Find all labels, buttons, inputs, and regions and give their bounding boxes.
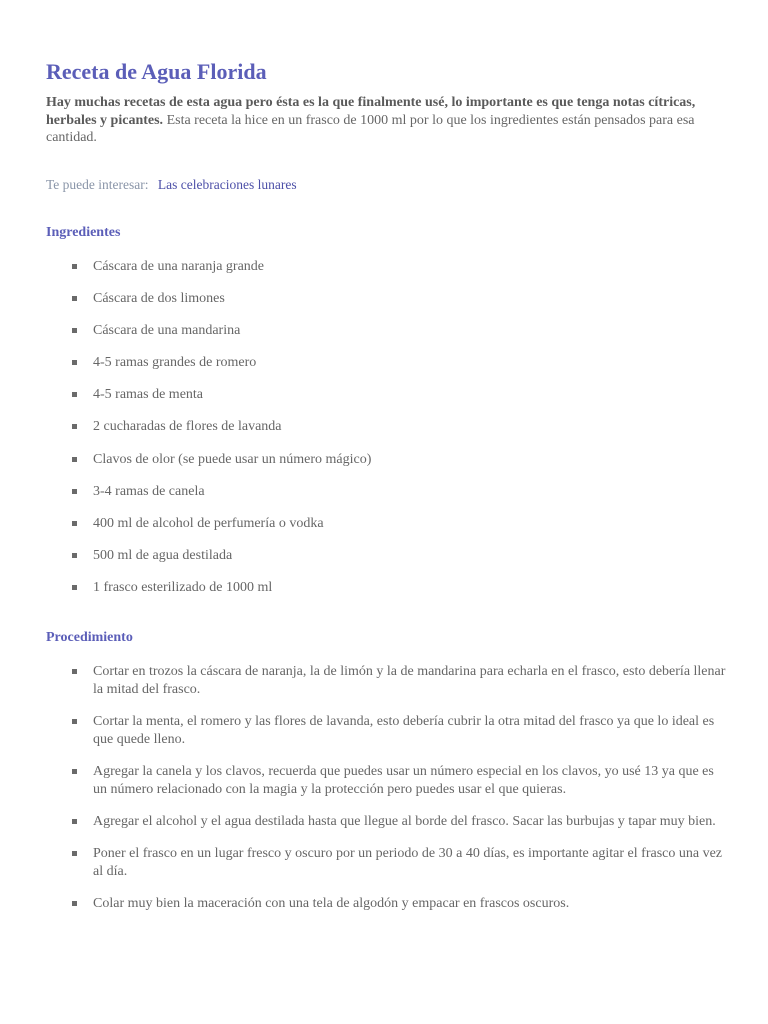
ingredient-item-text: 4-5 ramas grandes de romero	[93, 355, 257, 371]
ingredient-item-text: Cáscara de una naranja grande	[93, 258, 265, 274]
square-bullet-icon	[72, 392, 77, 397]
square-bullet-icon	[72, 457, 77, 462]
ingredient-item	[46, 515, 726, 533]
page-title: Receta de Agua Florida	[46, 59, 267, 84]
procedure-step	[46, 845, 726, 881]
procedure-step	[46, 895, 726, 913]
square-bullet-icon	[72, 296, 77, 301]
ingredient-item-text: 3-4 ramas de canela	[93, 483, 205, 499]
intro-normal-text: Esta receta la hice en un frasco de 1000 ml por lo que los ingredientes están pensados para esa cantidad.	[46, 112, 695, 145]
square-bullet-icon	[72, 901, 77, 906]
square-bullet-icon	[72, 521, 77, 526]
square-bullet-icon	[72, 719, 77, 724]
procedure-step-text: Poner el frasco en un lugar fresco y oscuro por un periodo de 30 a 40 días, es importante agitar el frasco una vez al día.	[93, 846, 723, 880]
ingredient-item	[46, 483, 726, 501]
ingredient-item-text: Clavos de olor (se puede usar un número mágico)	[93, 451, 372, 467]
ingredient-item-text: Cáscara de dos limones	[93, 290, 225, 306]
ingredient-item	[46, 547, 726, 565]
ingredients-heading: Ingredientes	[46, 224, 121, 240]
procedure-heading: Procedimiento	[46, 630, 133, 646]
ingredient-item-text: 2 cucharadas de flores de lavanda	[93, 419, 282, 435]
procedure-list	[46, 663, 726, 913]
ingredient-item	[46, 322, 726, 340]
ingredient-item	[46, 418, 726, 436]
procedure-step-text: Cortar la menta, el romero y las flores de lavanda, esto debería cubrir la otra mitad del frasco ya que lo ideal es que quede lleno.	[93, 714, 715, 748]
square-bullet-icon	[72, 553, 77, 558]
intro-bold-text: Hay muchas recetas de esta agua pero ésta es la que finalmente usé, lo importante es que tenga notas cítricas, herbales y picantes.	[46, 95, 696, 128]
ingredient-item-text: Cáscara de una mandarina	[93, 322, 241, 338]
procedure-step-text: Agregar la canela y los clavos, recuerda que puedes usar un número especial en los clavos, yo usé 13 ya que es un número relacionado con la magia y la protección pero puedes usar el que quieras.	[93, 764, 714, 798]
procedure-step-text: Colar muy bien la maceración con una tela de algodón y empacar en frascos oscuros.	[93, 896, 570, 912]
ingredient-item-text: 400 ml de alcohol de perfumería o vodka	[93, 516, 324, 531]
related-article	[46, 176, 726, 194]
ingredient-item	[46, 354, 726, 372]
related-label: Te puede interesar:	[46, 176, 149, 192]
ingredient-item	[46, 386, 726, 404]
square-bullet-icon	[72, 851, 77, 856]
square-bullet-icon	[72, 328, 77, 333]
ingredient-item-text: 500 ml de agua destilada	[93, 548, 233, 564]
ingredient-item-text: 1 frasco esterilizado de 1000 ml	[93, 580, 273, 596]
procedure-step	[46, 763, 726, 799]
square-bullet-icon	[72, 769, 77, 774]
ingredient-item	[46, 290, 726, 308]
procedure-step	[46, 663, 726, 699]
square-bullet-icon	[72, 669, 77, 674]
square-bullet-icon	[72, 424, 77, 429]
procedure-step-text: Cortar en trozos la cáscara de naranja, la de limón y la de mandarina para echarla en el frasco, esto debería llenar la mitad del frasco.	[93, 664, 726, 698]
square-bullet-icon	[72, 489, 77, 494]
square-bullet-icon	[72, 585, 77, 590]
related-link[interactable]: Las celebraciones lunares	[157, 176, 297, 192]
procedure-step-text: Agregar el alcohol y el agua destilada hasta que llegue al borde del frasco. Sacar las burbujas y tapar muy bien.	[93, 814, 716, 830]
procedure-step	[46, 713, 726, 749]
square-bullet-icon	[72, 819, 77, 824]
ingredients-list	[46, 258, 726, 598]
square-bullet-icon	[72, 360, 77, 365]
ingredient-item	[46, 451, 726, 469]
ingredient-item	[46, 258, 726, 276]
procedure-step	[46, 813, 726, 831]
ingredient-item	[46, 579, 726, 597]
article	[46, 56, 726, 927]
intro-paragraph	[46, 94, 726, 147]
ingredient-item-text: 4-5 ramas de menta	[93, 387, 204, 403]
square-bullet-icon	[72, 264, 77, 269]
